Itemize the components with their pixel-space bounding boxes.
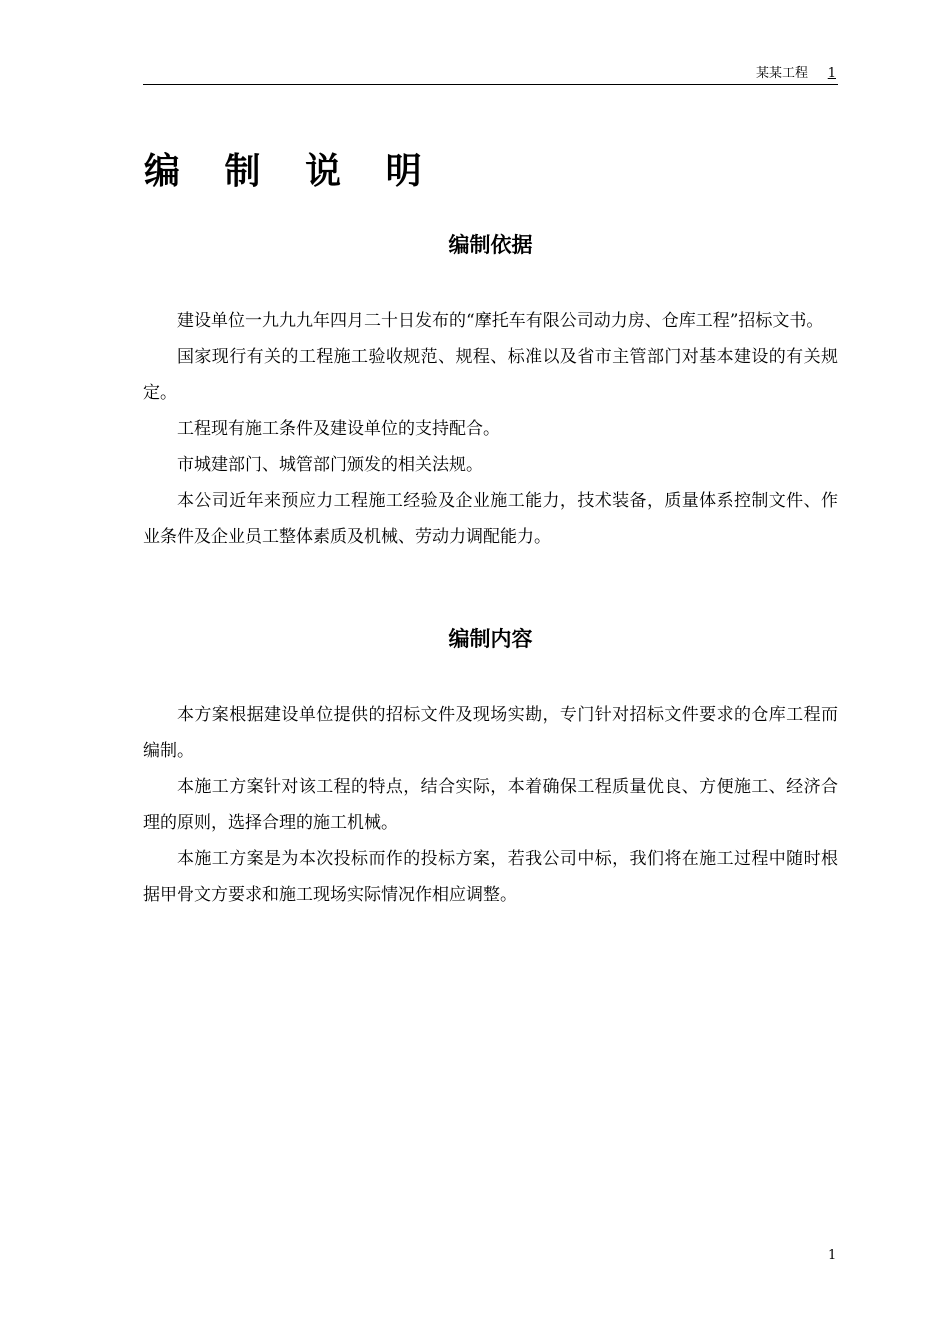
paragraph: 市城建部门、城管部门颁发的相关法规。 — [177, 455, 483, 475]
section-heading-content: 编制内容 — [448, 627, 533, 651]
paragraph: 本公司近年来预应力工程施工经验及企业施工能力，技术装备，质量体系控制文件、作业条件及企业员工整体素质及机械、劳动力调配能力。 — [143, 491, 838, 547]
header-page-number: 1 — [827, 66, 836, 81]
header-title: 某某工程 — [755, 66, 808, 81]
section-body-basis — [143, 303, 838, 555]
paragraph: 本施工方案是为本次投标而作的投标方案，若我公司中标，我们将在施工过程中随时根据甲骨文方要求和施工现场实际情况作相应调整。 — [143, 849, 838, 905]
paragraph: 工程现有施工条件及建设单位的支持配合。 — [177, 419, 500, 439]
page-header — [143, 64, 838, 85]
paragraph: 建设单位一九九九年四月二十日发布的“摩托车有限公司动力房、仓库工程”招标文书。 — [177, 311, 824, 331]
section-body-content — [143, 697, 838, 913]
footer-page-number: 1 — [828, 1248, 837, 1263]
paragraph: 国家现行有关的工程施工验收规范、规程、标准以及省市主管部门对基本建设的有关规定。 — [143, 347, 838, 403]
paragraph: 本方案根据建设单位提供的招标文件及现场实勘，专门针对招标文件要求的仓库工程而编制。 — [143, 705, 838, 761]
paragraph: 本施工方案针对该工程的特点，结合实际，本着确保工程质量优良、方便施工、经济合理的原则，选择合理的施工机械。 — [143, 777, 838, 833]
section-heading-basis: 编制依据 — [448, 233, 533, 257]
document-title: 编 制 说 明 — [144, 151, 438, 192]
